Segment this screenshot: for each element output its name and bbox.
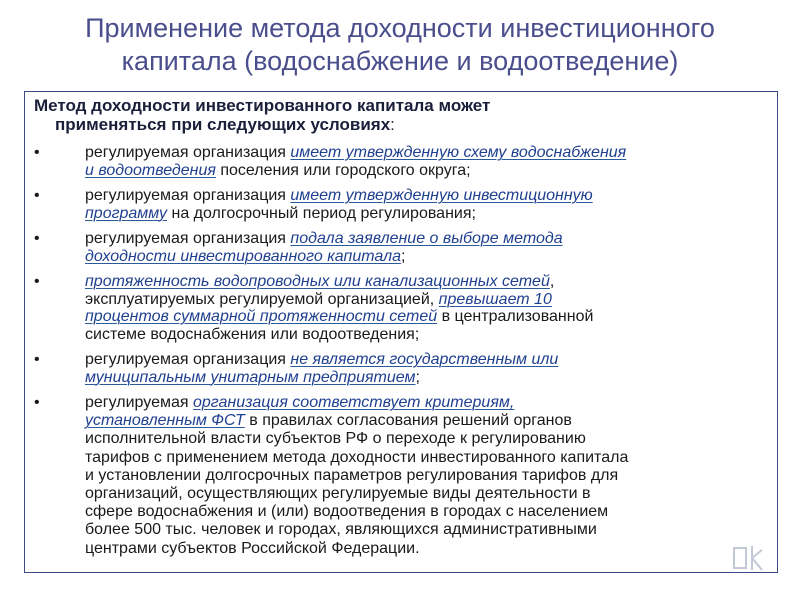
slide-title	[0, 12, 800, 78]
condition-item-6	[34, 394, 774, 558]
condition-item-4	[34, 273, 774, 343]
condition-item-1	[34, 144, 774, 179]
condition-item-3	[34, 230, 774, 265]
intro-line-1: Метод доходности инвестированного капитала может	[34, 96, 491, 115]
condition-text: и установлении долгосрочных параметров регулирования тарифов для	[85, 466, 619, 484]
slide-title-line-2: капитала (водоснабжение и водоотведение)	[121, 46, 679, 76]
condition-text: более 500 тыс. человек и городах, являющихся административными	[85, 521, 597, 539]
condition-text: эксплуатируемых регулируемой организацией,	[85, 290, 439, 308]
condition-text: регулируемая организация	[85, 187, 291, 204]
condition-highlight: подала заявление о выборе метода	[290, 230, 563, 247]
condition-text: регулируемая организация	[85, 144, 291, 161]
condition-highlight: процентов суммарной протяженности сетей	[85, 308, 438, 325]
condition-text: регулируемая организация	[85, 351, 291, 368]
bullet: •	[34, 394, 40, 411]
watermark-logo-icon	[728, 542, 768, 576]
condition-highlight: муниципальным унитарным предприятием	[85, 368, 416, 386]
conditions-list	[34, 144, 774, 566]
condition-text: регулируемая	[85, 394, 193, 411]
condition-highlight: и водоотведения	[85, 161, 216, 179]
bullet: •	[34, 144, 40, 161]
condition-text: ;	[415, 368, 420, 386]
intro-heading	[34, 96, 734, 134]
condition-text: центрами субъектов Российской Федерации.	[85, 539, 420, 557]
condition-highlight: имеет утвержденную инвестиционную	[290, 187, 593, 204]
condition-text: организаций, осуществляющих регулируемые виды деятельности в	[85, 485, 591, 503]
condition-highlight: организация соответствует критериям,	[193, 394, 515, 411]
condition-highlight: имеет утвержденную схему водоснабжения	[290, 144, 627, 161]
bullet: •	[34, 273, 40, 290]
condition-item-5	[34, 351, 774, 386]
condition-highlight: доходности инвестированного капитала	[85, 247, 401, 265]
bullet: •	[34, 351, 40, 368]
condition-text: тарифов с применением метода доходности инвестированного капитала	[85, 448, 629, 466]
condition-text: ;	[401, 247, 406, 265]
condition-text: в централизованной	[437, 308, 594, 325]
condition-text: системе водоснабжения или водоотведения;	[85, 325, 420, 343]
condition-text: поселения или городского округа;	[215, 161, 471, 179]
condition-highlight: не является государственным или	[290, 351, 559, 368]
condition-text: на долгосрочный период регулирования;	[167, 204, 476, 222]
condition-text: исполнительной власти субъектов РФ о переходе к регулированию	[85, 430, 586, 448]
condition-text: сфере водоснабжения и (или) водоотведения в городах с населением	[85, 503, 609, 521]
intro-colon: :	[390, 115, 395, 134]
intro-line-2: применяться при следующих условиях	[55, 115, 391, 134]
condition-item-2	[34, 187, 774, 222]
bullet: •	[34, 187, 40, 204]
condition-highlight: протяженность водопроводных или канализационных сетей	[85, 273, 550, 290]
condition-highlight: установленным ФСТ	[85, 412, 245, 430]
condition-text: ,	[549, 273, 555, 290]
condition-highlight: программу	[85, 204, 168, 222]
condition-text: регулируемая организация	[85, 230, 291, 247]
condition-text: в правилах согласования решений органов	[244, 412, 572, 430]
condition-highlight: превышает 10	[438, 290, 552, 308]
bullet: •	[34, 230, 40, 247]
slide-title-line-1: Применение метода доходности инвестиционного	[85, 13, 715, 43]
